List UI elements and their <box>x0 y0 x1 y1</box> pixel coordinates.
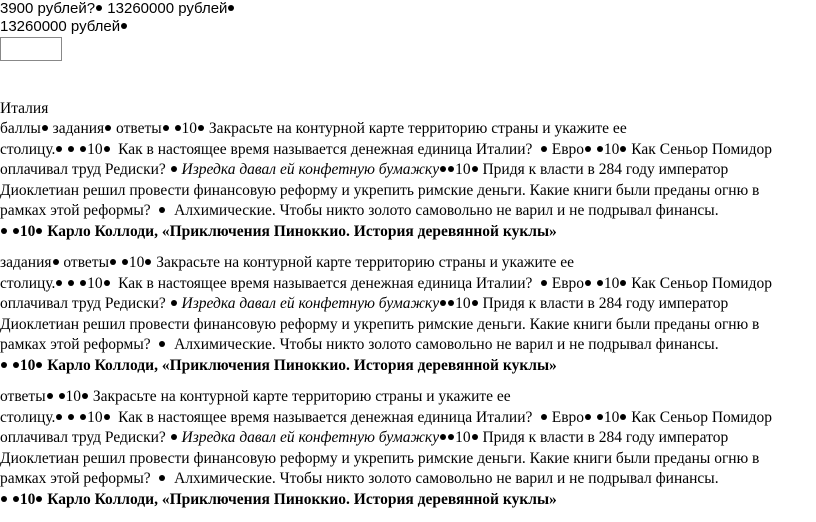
bullet-icon <box>13 496 19 502</box>
block-line-2: столицу. 10 Как в настоящее время называется денежная единица Италии? Евро 10 Как Сеньор Помидор <box>0 140 772 158</box>
bullet-icon <box>585 146 591 152</box>
bullet-icon <box>448 300 454 306</box>
bullet-icon <box>110 259 116 265</box>
bullet-icon <box>68 146 74 152</box>
bullet-icon <box>82 393 88 399</box>
bullet-icon <box>171 300 177 306</box>
bullet-icon <box>440 434 446 440</box>
bullet-icon <box>56 280 62 286</box>
bullet-icon <box>47 393 53 399</box>
question-block-1 <box>0 119 772 242</box>
bullet-icon <box>472 434 478 440</box>
bullet-icon <box>448 166 454 172</box>
price-question: 3900 рублей? <box>0 0 96 17</box>
bullet-icon <box>68 280 74 286</box>
bullet-icon <box>36 362 42 368</box>
bullet-icon <box>541 280 547 286</box>
block-line-1: баллы задания ответы 10 Закрасьте на контурной карте территорию страны и укажите ее <box>0 120 627 137</box>
bullet-icon <box>59 393 65 399</box>
header-line-2 <box>0 18 128 35</box>
block-line-4: Диоклетиан решил провести финансовую реформу и укрепить римские деньги. Какие книги были преданы огню в <box>0 181 760 199</box>
country-title: Италия <box>0 100 49 117</box>
bullet-icon <box>171 166 177 172</box>
bullet-icon <box>541 146 547 152</box>
header-line-1 <box>0 0 235 17</box>
block-line-1: задания ответы 10 Закрасьте на контурной карте территорию страны и укажите ее <box>0 254 575 271</box>
question-block-2 <box>0 253 772 376</box>
bullet-icon <box>56 146 62 152</box>
bullet-icon <box>145 259 151 265</box>
bullet-icon <box>42 125 48 131</box>
bullet-icon <box>96 5 102 11</box>
bullet-icon <box>472 166 478 172</box>
bullet-icon <box>1 362 7 368</box>
bullet-icon <box>585 414 591 420</box>
bullet-icon <box>13 362 19 368</box>
block-line-5: рамках этой реформы? Алхимические. Чтобы никто золото самовольно не варил и не подрывал финансы. <box>0 470 719 487</box>
bullet-icon <box>228 5 234 11</box>
bullet-icon <box>171 434 177 440</box>
bullet-icon <box>541 414 547 420</box>
price-answer: 13260000 рублей <box>0 18 121 35</box>
bullet-icon <box>198 125 204 131</box>
block-line-3: оплачивал труд Редиски? Изредка давал ей конфетную бумажку 10 Придя к власти в 284 году император <box>0 295 729 312</box>
question-block-3 <box>0 387 772 510</box>
bullet-icon <box>1 496 7 502</box>
bullet-icon <box>620 146 626 152</box>
block-line-5: рамках этой реформы? Алхимические. Чтобы никто золото самовольно не варил и не подрывал финансы. <box>0 336 719 353</box>
bullet-icon <box>159 475 165 481</box>
price-answer: 13260000 рублей <box>103 0 228 17</box>
bullet-icon <box>448 434 454 440</box>
bullet-icon <box>175 125 181 131</box>
bullet-icon <box>104 146 110 152</box>
block-line-6: 10 Карло Коллоди, «Приключения Пиноккио. История деревянной куклы» <box>0 356 772 377</box>
block-line-4: Диоклетиан решил провести финансовую реформу и укрепить римские деньги. Какие книги были преданы огню в <box>0 449 760 467</box>
block-line-2: столицу. 10 Как в настоящее время называется денежная единица Италии? Евро 10 Как Сеньор Помидор <box>0 274 772 292</box>
bullet-icon <box>122 259 128 265</box>
bullet-icon <box>104 280 110 286</box>
bullet-icon <box>36 228 42 234</box>
bullet-icon <box>56 414 62 420</box>
bullet-icon <box>159 207 165 213</box>
bullet-icon <box>1 228 7 234</box>
block-line-5: рамках этой реформы? Алхимические. Чтобы никто золото самовольно не варил и не подрывал финансы. <box>0 202 719 219</box>
bullet-icon <box>597 146 603 152</box>
bullet-icon <box>620 414 626 420</box>
bullet-icon <box>68 414 74 420</box>
bullet-icon <box>597 414 603 420</box>
bullet-icon <box>620 280 626 286</box>
bullet-icon <box>36 496 42 502</box>
bullet-icon <box>121 23 127 29</box>
bullet-icon <box>105 125 111 131</box>
block-line-3: оплачивал труд Редиски? Изредка давал ей конфетную бумажку 10 Придя к власти в 284 году император <box>0 429 729 446</box>
block-line-4: Диоклетиан решил провести финансовую реформу и укрепить римские деньги. Какие книги были преданы огню в <box>0 315 760 333</box>
block-line-2: столицу. 10 Как в настоящее время называется денежная единица Италии? Евро 10 Как Сеньор Помидор <box>0 408 772 426</box>
block-line-6: 10 Карло Коллоди, «Приключения Пиноккио. История деревянной куклы» <box>0 222 772 243</box>
bullet-icon <box>472 300 478 306</box>
block-line-6: 10 Карло Коллоди, «Приключения Пиноккио. История деревянной куклы» <box>0 490 772 511</box>
bullet-icon <box>80 414 86 420</box>
bullet-icon <box>80 146 86 152</box>
empty-input-box[interactable] <box>0 37 62 61</box>
bullet-icon <box>163 125 169 131</box>
bullet-icon <box>104 414 110 420</box>
bullet-icon <box>440 166 446 172</box>
bullet-icon <box>585 280 591 286</box>
bullet-icon <box>440 300 446 306</box>
bullet-icon <box>597 280 603 286</box>
block-line-3: оплачивал труд Редиски? Изредка давал ей конфетную бумажку 10 Придя к власти в 284 году император <box>0 161 729 178</box>
bullet-icon <box>53 259 59 265</box>
bullet-icon <box>80 280 86 286</box>
bullet-icon <box>13 228 19 234</box>
block-line-1: ответы 10 Закрасьте на контурной карте территорию страны и укажите ее <box>0 388 511 405</box>
bullet-icon <box>159 341 165 347</box>
